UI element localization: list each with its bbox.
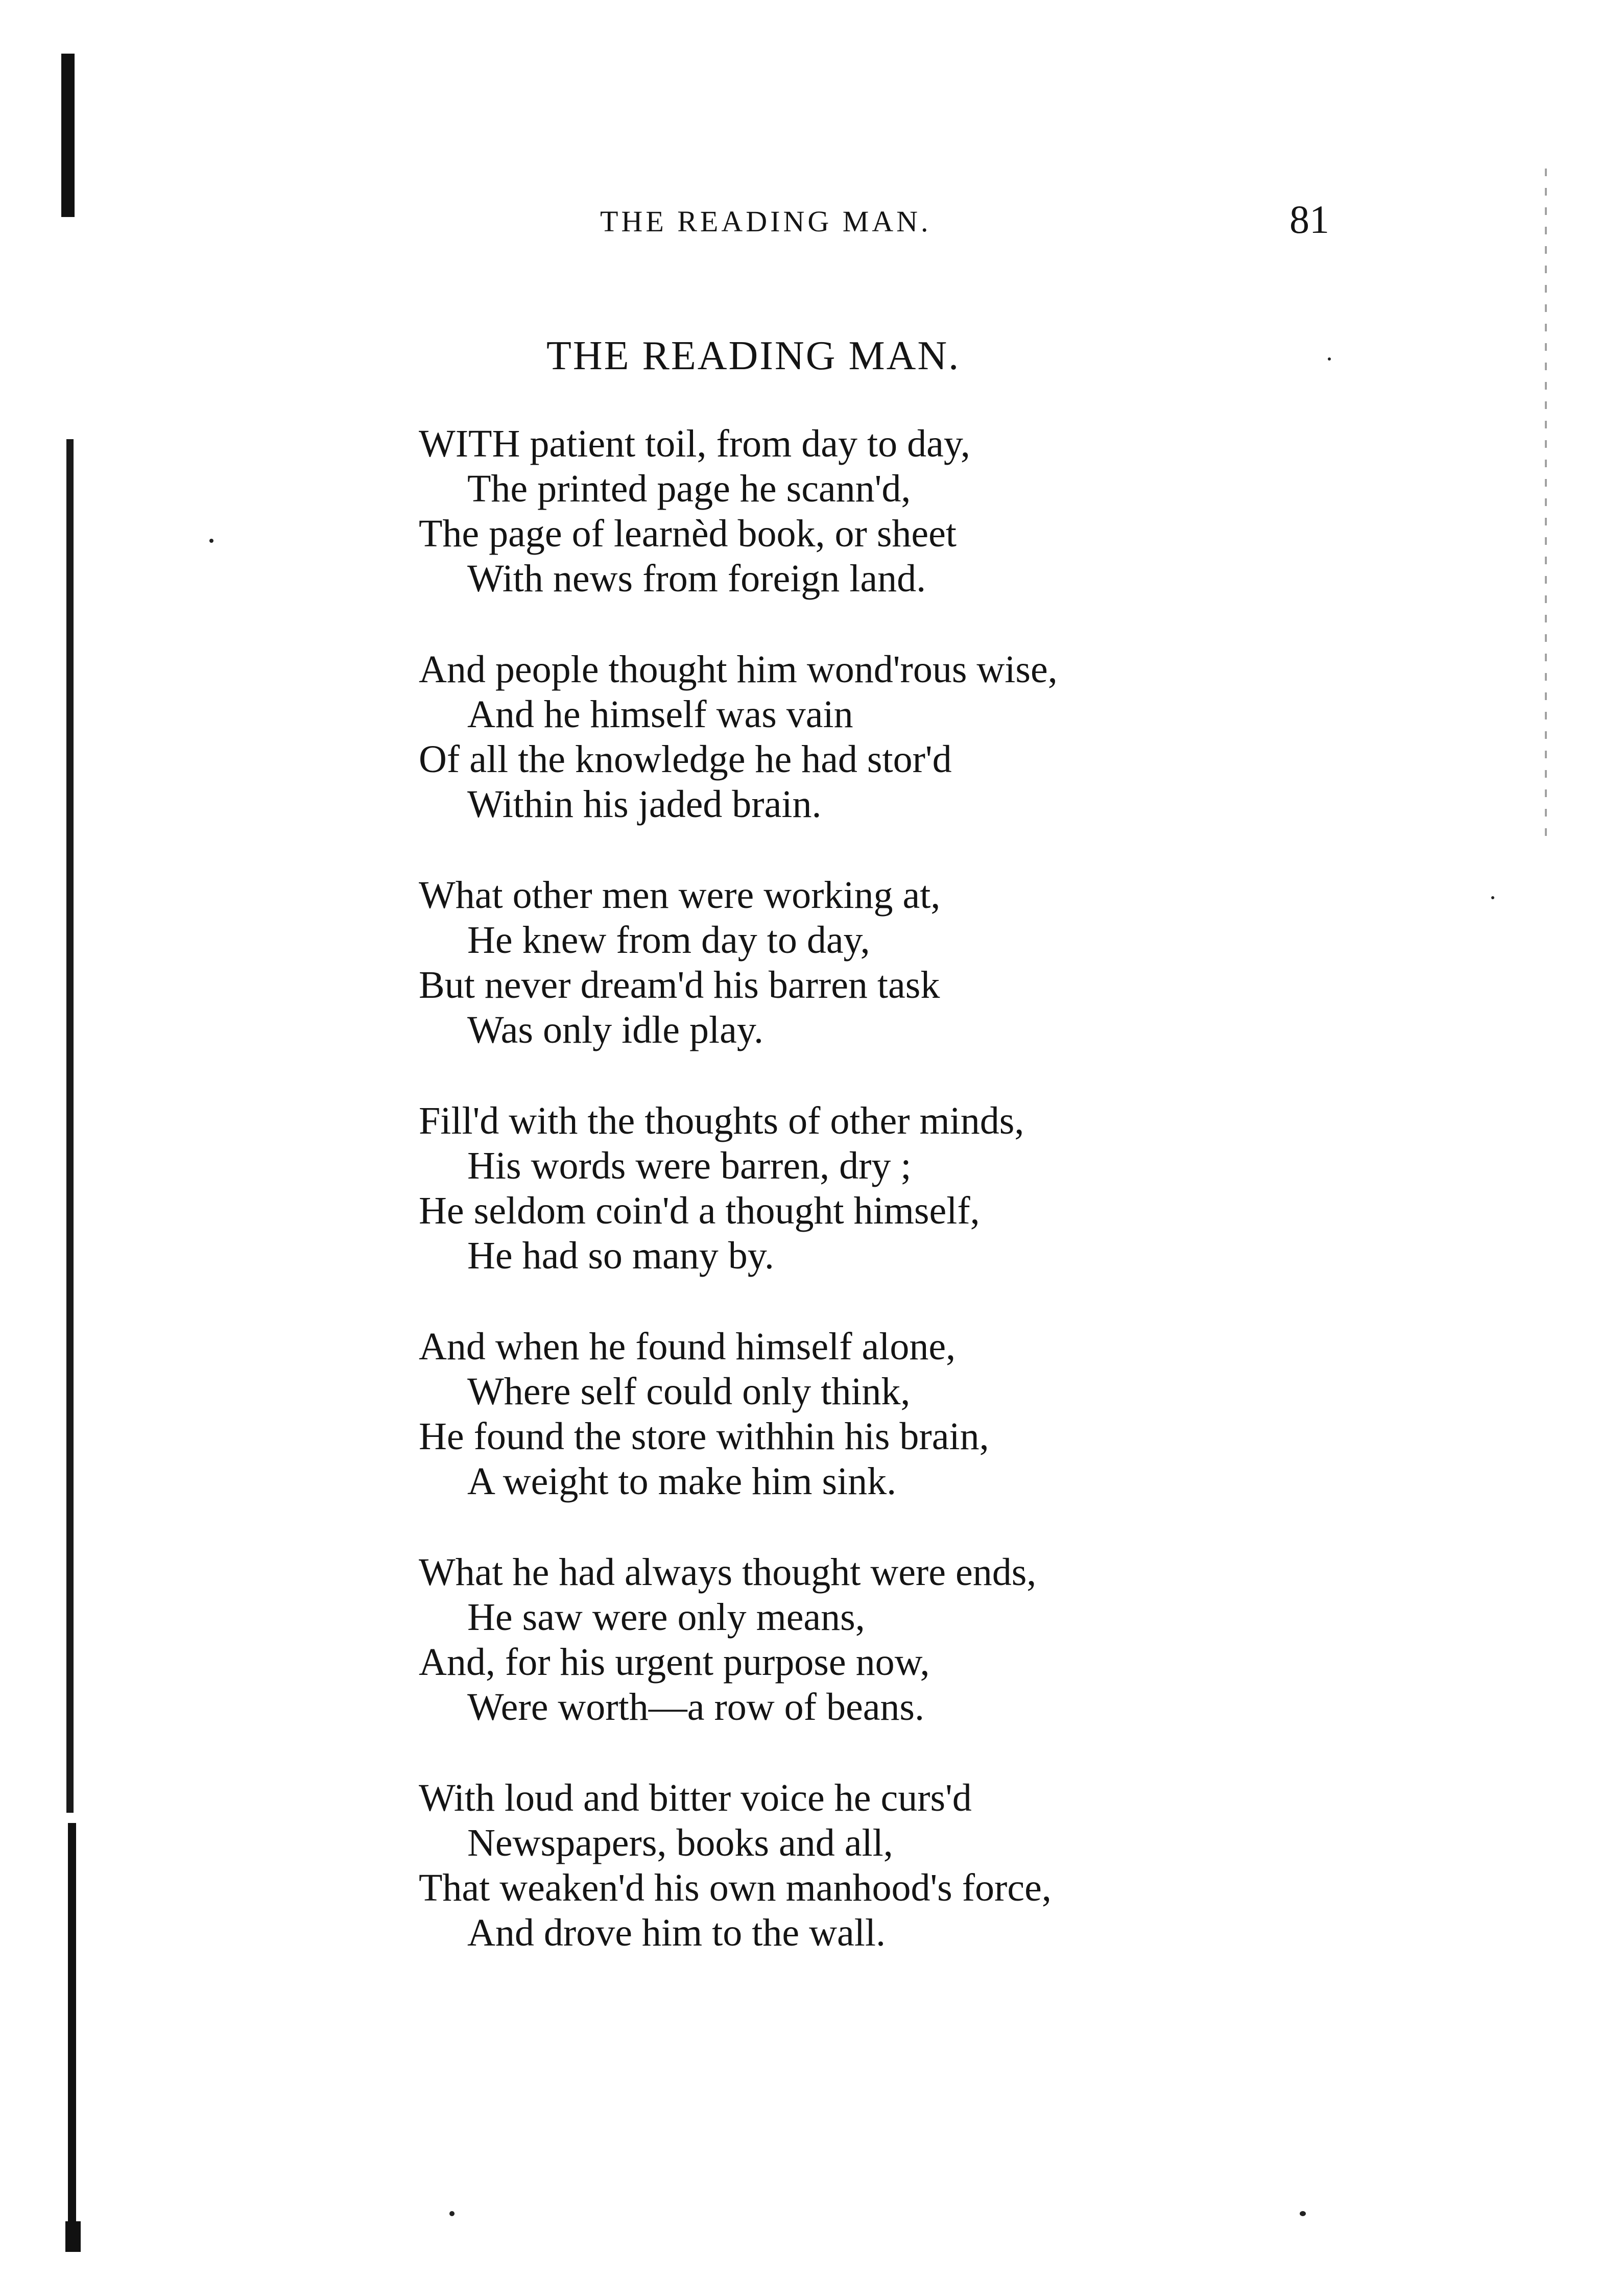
ink-speck <box>1328 357 1331 361</box>
poem-line: He seldom coin'd a thought himself, <box>419 1189 980 1232</box>
running-head: THE READING MAN. <box>600 205 932 238</box>
stanza <box>419 1550 1440 1730</box>
poem-line: He saw were only means, <box>467 1596 865 1639</box>
poem-body <box>419 421 1440 2001</box>
binding-edge-shadow <box>61 54 75 217</box>
poem-line: And, for his urgent purpose now, <box>419 1641 930 1684</box>
binding-edge-shadow <box>65 2221 81 2252</box>
poem-line: He had so many by. <box>467 1234 774 1277</box>
poem-line: And people thought him wond'rous wise, <box>419 648 1058 691</box>
poem-line: Newspapers, books and all, <box>467 1821 893 1864</box>
poem-line: A weight to make him sink. <box>467 1460 897 1503</box>
poem-line: His words were barren, dry ; <box>467 1144 912 1187</box>
stanza <box>419 873 1440 1052</box>
ink-speck <box>449 2211 455 2216</box>
poem-line: Of all the knowledge he had stor'd <box>419 738 952 781</box>
poem-line: Fill'd with the thoughts of other minds, <box>419 1099 1024 1142</box>
poem-line: Was only idle play. <box>467 1009 763 1051</box>
poem-line: He knew from day to day, <box>467 919 870 962</box>
stanza <box>419 1324 1440 1504</box>
stanza <box>419 1775 1440 1955</box>
poem-line: What he had always thought were ends, <box>419 1551 1037 1594</box>
poem-line: WITH patient toil, from day to day, <box>419 422 970 465</box>
binding-edge-shadow <box>68 1823 76 2242</box>
poem-line: That weaken'd his own manhood's force, <box>419 1866 1052 1909</box>
ink-speck <box>1491 896 1494 899</box>
poem-line: With loud and bitter voice he curs'd <box>419 1777 972 1819</box>
page-edge-dots <box>1545 169 1547 843</box>
poem-line: Within his jaded brain. <box>467 783 822 826</box>
poem-line: What other men were working at, <box>419 874 941 917</box>
ink-speck <box>209 539 213 543</box>
stanza <box>419 421 1440 601</box>
poem-line: Were worth—a row of beans. <box>467 1686 925 1729</box>
poem-line: And drove him to the wall. <box>467 1911 886 1954</box>
binding-edge-shadow <box>66 439 74 1813</box>
poem-line: And when he found himself alone, <box>419 1325 956 1368</box>
page-number: 81 <box>1289 197 1329 242</box>
poem-line: He found the store withhin his brain, <box>419 1415 989 1458</box>
poem-line: Where self could only think, <box>467 1370 911 1413</box>
poem-line: And he himself was vain <box>467 693 853 736</box>
poem-line: With news from foreign land. <box>467 557 926 600</box>
stanza <box>419 1098 1440 1278</box>
poem-line: The printed page he scann'd, <box>467 467 911 510</box>
poem-line: The page of learnèd book, or sheet <box>419 512 957 555</box>
ink-speck <box>1300 2211 1306 2216</box>
poem-line: But never dream'd his barren task <box>419 964 940 1006</box>
poem-title: THE READING MAN. <box>546 333 961 378</box>
stanza <box>419 647 1440 827</box>
